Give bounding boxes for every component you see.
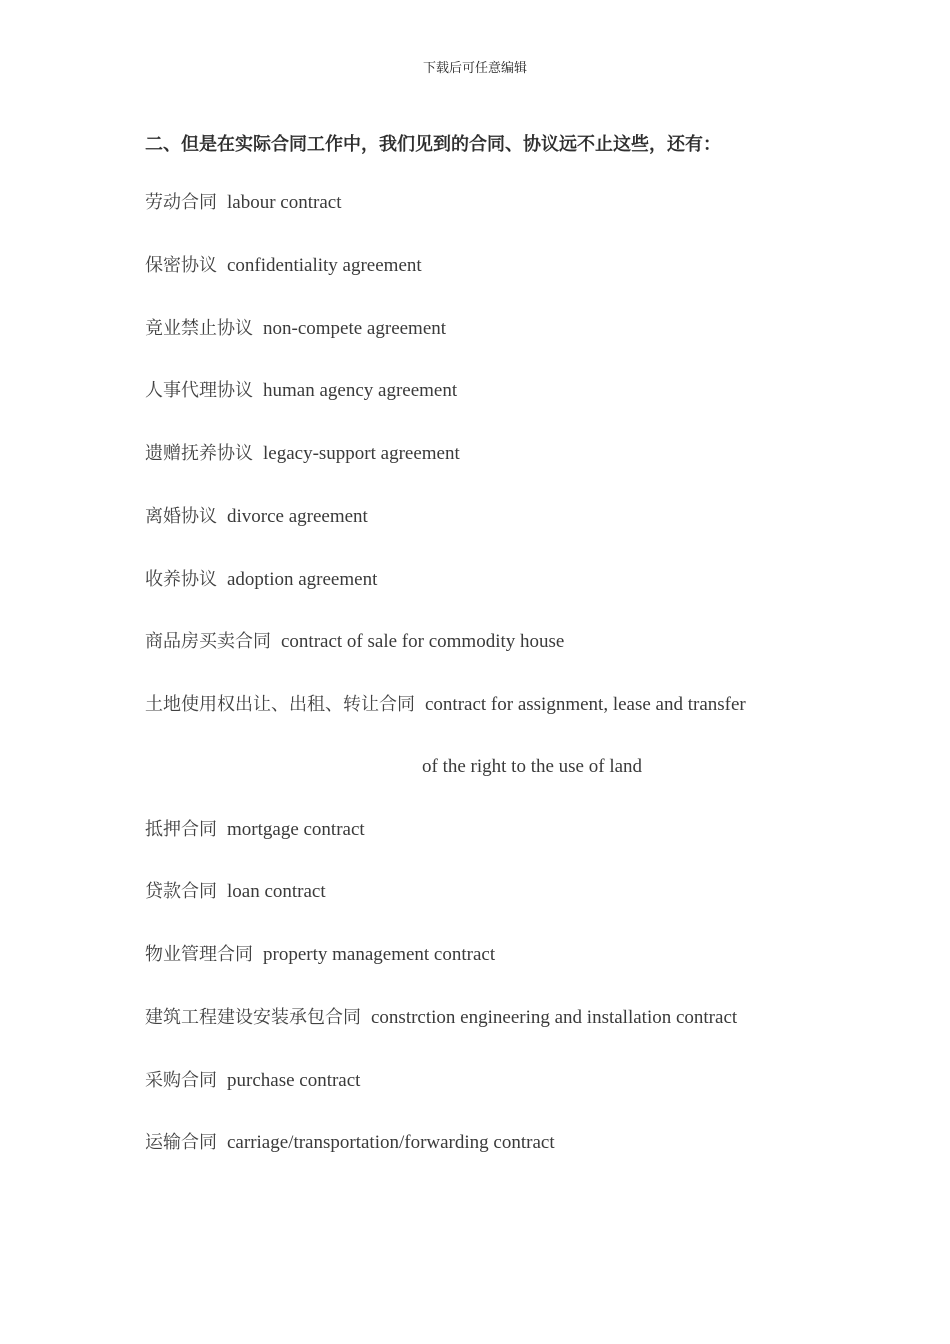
term-row [145,254,422,278]
term-row [145,1006,737,1030]
term-row [145,191,341,215]
term-chinese: 抵押合同 [145,819,217,840]
term-row [145,943,495,967]
term-chinese: 竟业禁止协议 [145,318,253,339]
term-chinese: 贷款合同 [145,881,217,902]
term-chinese: 运输合同 [145,1132,217,1153]
term-english: non-compete agreement [263,318,447,339]
term-chinese: 商品房买卖合同 [145,631,271,652]
term-english: contract of sale for commodity house [281,631,565,652]
term-english: mortgage contract [227,819,365,840]
term-row [145,1069,360,1093]
term-chinese: 建筑工程建设安装承包合同 [145,1007,361,1028]
term-chinese: 采购合同 [145,1070,217,1091]
term-english: contract for assignment, lease and transfer [425,694,746,715]
term-chinese: 劳动合同 [145,192,217,213]
term-chinese: 离婚协议 [145,506,217,527]
term-chinese: 人事代理协议 [145,380,253,401]
term-row [145,442,460,466]
term-chinese: 物业管理合同 [145,944,253,965]
term-chinese: 保密协议 [145,255,217,276]
term-english: loan contract [227,881,326,902]
term-english: labour contract [227,192,342,213]
term-english: carriage/transportation/forwarding contract [227,1132,555,1153]
term-english-continuation: of the right to the use of land [422,756,643,777]
term-chinese: 收养协议 [145,569,217,590]
term-row [145,505,368,529]
term-row [145,379,457,403]
term-english: purchase contract [227,1070,361,1091]
term-row [145,693,746,717]
term-english: constrction engineering and installation contract [371,1007,738,1028]
section-heading: 二、但是在实际合同工作中，我们见到的合同、协议远不止这些，还有： [145,134,721,155]
term-chinese: 土地使用权出让、出租、转让合同 [145,694,415,715]
term-english: property management contract [263,944,496,965]
term-english: confidentiality agreement [227,255,422,276]
term-english: divorce agreement [227,506,368,527]
term-row [145,630,564,654]
term-english: legacy-support agreement [263,443,460,464]
term-row [145,317,446,341]
term-chinese: 遗赠抚养协议 [145,443,253,464]
term-english: human agency agreement [263,380,458,401]
term-row [145,1131,555,1155]
term-english: adoption agreement [227,569,378,590]
term-row [145,818,365,842]
term-row [145,568,377,592]
page-header-note: 下载后可任意编辑 [422,61,527,76]
term-row [145,880,326,904]
